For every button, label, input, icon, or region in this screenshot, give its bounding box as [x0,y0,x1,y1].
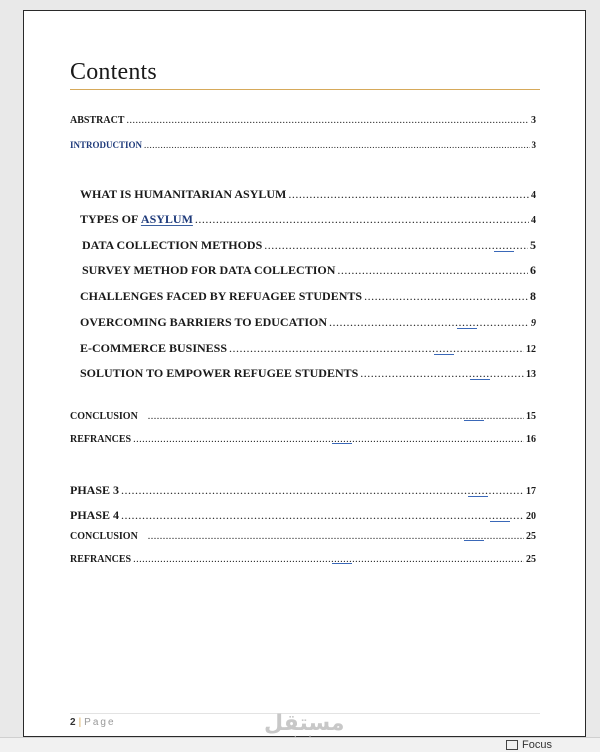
toc-entry-label: PHASE 4 [70,508,120,522]
toc-entry-page: 9 [531,318,536,329]
toc-entry-page: 20 [526,511,536,522]
toc-dot-leader [229,341,524,356]
toc-entry-page: 13 [526,369,536,380]
toc-entry-page: 17 [526,486,536,497]
toc-entry-page: 3 [531,115,536,126]
focus-icon [506,740,518,750]
toc-entry-label: CONCLUSION [70,531,138,542]
toc-entry-label-prefix: TYPES OF [80,212,141,226]
toc-entry-label: REFRANCES [70,554,132,565]
toc-entry-label: SURVEY METHOD FOR DATA COLLECTION [82,263,336,277]
toc-dot-leader [195,212,529,227]
toc-entry-page: 16 [526,434,536,445]
toc-entry-page: 25 [526,554,536,565]
toc-entry-label: SOLUTION TO EMPOWER REFUGEE STUDENTS [80,366,359,380]
toc-entry-humanitarian-asylum[interactable] [80,187,536,202]
toc-dot-leader [133,434,524,445]
toc-entry-overcoming-barriers[interactable] [80,315,536,330]
toc-entry-page: 5 [530,238,536,252]
focus-label: Focus [522,739,552,751]
footer-page-word: Page [84,717,116,728]
toc-entry-abstract[interactable] [70,115,536,126]
toc-entry-label: INTRODUCTION [70,140,143,150]
focus-mode-button[interactable] [506,739,552,751]
toc-dot-leader [133,554,524,565]
toc-entry-label: CHALLENGES FACED BY REFUAGEE STUDENTS [80,289,363,303]
toc-title: Contents [70,59,157,85]
toc-entry-label: OVERCOMING BARRIERS TO EDUCATION [80,315,328,329]
toc-entry-label: PHASE 3 [70,483,120,497]
toc-entry-label-link[interactable]: ASYLUM [140,212,193,226]
toc-dot-leader [126,115,529,126]
toc-entry-phase-4[interactable] [70,508,536,523]
toc-entry-page: 25 [526,531,536,542]
page-footer [70,717,116,728]
toc-entry-survey-method[interactable] [82,263,536,278]
toc-entry-label: CONCLUSION [70,411,138,422]
toc-entry-label: ABSTRACT [70,115,125,126]
toc-dot-leader [337,263,528,278]
toc-entry-phase-3[interactable] [70,483,536,498]
toc-entry-introduction[interactable] [70,140,536,150]
toc-entry-conclusion-2[interactable] [70,531,536,542]
toc-entry-page: 8 [530,289,536,303]
toc-dot-leader [148,531,524,542]
toc-dot-leader [121,508,524,523]
toc-entry-page: 4 [531,190,536,201]
toc-dot-leader [360,366,524,381]
toc-entry-conclusion[interactable] [70,411,536,422]
toc-dot-leader [288,187,529,202]
footer-page-number: 2 [70,717,76,728]
toc-entry-page: 12 [526,344,536,355]
footer-separator: | [78,717,82,728]
toc-entry-page: 3 [531,140,536,150]
toc-entry-page: 4 [531,215,536,226]
watermark-arabic-text: مستقل [264,711,345,736]
toc-entry-types-of-asylum[interactable] [80,212,536,227]
toc-entry-solution[interactable] [80,366,536,381]
toc-dot-leader [364,289,528,304]
toc-dot-leader [144,140,529,150]
title-underline-rule [70,89,540,90]
toc-entry-refrances[interactable] [70,434,536,445]
document-page [23,10,586,737]
toc-dot-leader [264,238,528,253]
toc-entry-e-commerce[interactable] [80,341,536,356]
toc-dot-leader [121,483,524,498]
toc-entry-page: 15 [526,411,536,422]
toc-entry-data-collection-methods[interactable] [82,238,536,253]
toc-entry-refrances-2[interactable] [70,554,536,565]
toc-entry-challenges[interactable] [80,289,536,304]
toc-dot-leader [329,315,529,330]
toc-entry-label: WHAT IS HUMANITARIAN ASYLUM [80,187,287,201]
toc-dot-leader [148,411,524,422]
toc-entry-label: E-COMMERCE BUSINESS [80,341,228,355]
toc-entry-page: 6 [530,263,536,277]
toc-entry-label: REFRANCES [70,434,132,445]
toc-entry-label: DATA COLLECTION METHODS [82,238,263,252]
